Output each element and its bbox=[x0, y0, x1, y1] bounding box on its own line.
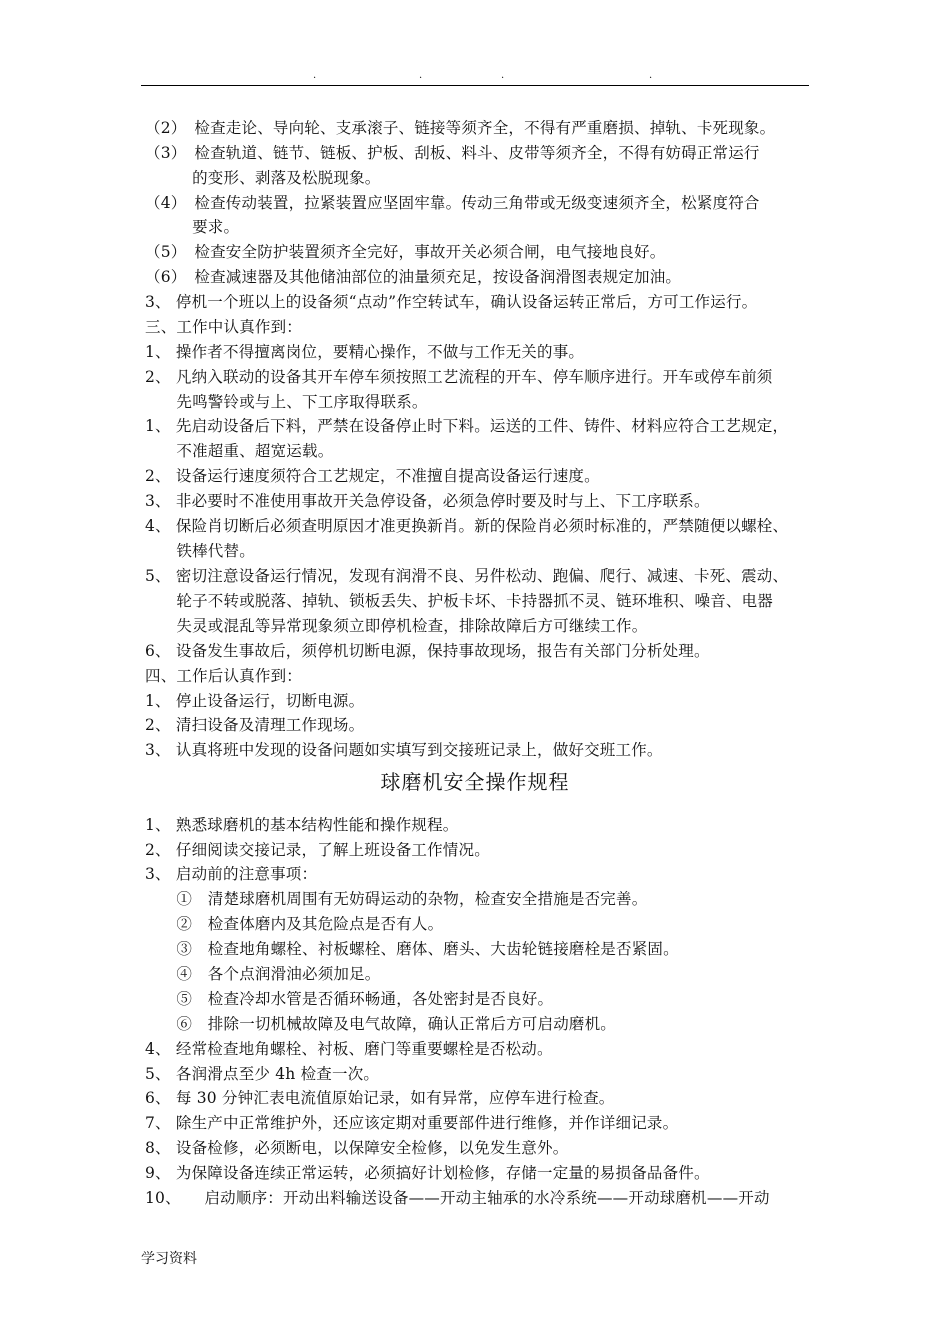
text-line: 9、 为保障设备连续正常运转，必须搞好计划检修，存储一定量的易损备品备件。 bbox=[145, 1164, 710, 1182]
text-line: 失灵或混乱等异常现象须立即停机检查，排除故障后方可继续工作。 bbox=[145, 617, 648, 635]
text-line: ⑤ 检查冷却水管是否循环畅通，各处密封是否良好。 bbox=[145, 990, 554, 1008]
text-line: 5、 各润滑点至少 4h 检查一次。 bbox=[145, 1065, 380, 1083]
text-line: 要求。 bbox=[145, 218, 240, 236]
header-dot: . bbox=[501, 70, 505, 81]
text-line: （4） 检查传动装置，拉紧装置应坚固牢靠。传动三角带或无级变速须齐全，松紧度符合 bbox=[145, 194, 760, 212]
text-line: 5、 密切注意设备运行情况，发现有润滑不良、另件松动、跑偏、爬行、减速、卡死、震动、 bbox=[145, 567, 789, 585]
text-line: 3、 非必要时不准使用事故开关急停设备，必须急停时要及时与上、下工序联系。 bbox=[145, 492, 710, 510]
text-line: ⑥ 排除一切机械故障及电气故障，确认正常后方可启动磨机。 bbox=[145, 1015, 617, 1033]
header-dot: . bbox=[313, 70, 317, 81]
text-line: 2、 仔细阅读交接记录，了解上班设备工作情况。 bbox=[145, 841, 490, 859]
text-line: ① 清楚球磨机周围有无妨碍运动的杂物，检查安全措施是否完善。 bbox=[145, 890, 648, 908]
text-line: 1、 先启动设备后下料，严禁在设备停止时下料。运送的工件、铸件、材料应符合工艺规定， bbox=[145, 417, 789, 435]
text-line: 1、 熟悉球磨机的基本结构性能和操作规程。 bbox=[145, 816, 459, 834]
document-title: 球磨机安全操作规程 bbox=[380, 770, 570, 794]
text-line: 铁棒代替。 bbox=[145, 542, 255, 560]
text-line: 2、 设备运行速度须符合工艺规定，不准擅自提高设备运行速度。 bbox=[145, 467, 600, 485]
text-line: 4、 保险肖切断后必须查明原因才准更换新肖。新的保险肖必须时标准的，严禁随便以螺栓、 bbox=[145, 517, 789, 535]
text-line: 先鸣警铃或与上、下工序取得联系。 bbox=[145, 393, 428, 411]
text-line: 2、 凡纳入联动的设备其开车停车须按照工艺流程的开车、停车顺序进行。开车或停车前须 bbox=[145, 368, 773, 386]
section-heading: 四、工作后认真作到： bbox=[145, 667, 303, 685]
page-footer: 学习资料 bbox=[141, 1251, 197, 1267]
text-line: 2、 清扫设备及清理工作现场。 bbox=[145, 716, 365, 734]
text-line: ④ 各个点润滑油必须加足。 bbox=[145, 965, 381, 983]
text-line: 4、 经常检查地角螺栓、衬板、磨门等重要螺栓是否松动。 bbox=[145, 1040, 553, 1058]
text-line: 不准超重、超宽运载。 bbox=[145, 442, 334, 460]
text-line: 7、 除生产中正常维护外，还应该定期对重要部件进行维修，并作详细记录。 bbox=[145, 1114, 679, 1132]
text-line: 3、 停机一个班以上的设备须“点动”作空转试车，确认设备运转正常后，方可工作运行。 bbox=[145, 293, 758, 311]
text-line: 1、 操作者不得擅离岗位，要精心操作，不做与工作无关的事。 bbox=[145, 343, 585, 361]
text-line: （5） 检查安全防护装置须齐全完好，事故开关必须合闸，电气接地良好。 bbox=[145, 243, 666, 261]
text-line: 的变形、剥落及松脱现象。 bbox=[145, 169, 381, 187]
text-line: ② 检查体磨内及其危险点是否有人。 bbox=[145, 915, 444, 933]
text-line: 3、 认真将班中发现的设备问题如实填写到交接班记录上，做好交班工作。 bbox=[145, 741, 663, 759]
text-line: （2） 检查走论、导向轮、支承滚子、链接等须齐全，不得有严重磨损、掉轨、卡死现象。 bbox=[145, 119, 776, 137]
text-line: （3） 检查轨道、链节、链板、护板、刮板、料斗、皮带等须齐全，不得有妨碍正常运行 bbox=[145, 144, 760, 162]
text-line: 1、 停止设备运行，切断电源。 bbox=[145, 692, 365, 710]
text-line: 6、 设备发生事故后，须停机切断电源，保持事故现场，报告有关部门分析处理。 bbox=[145, 642, 710, 660]
text-line: 10、 启动顺序：开动出料输送设备——开动主轴承的水冷系统——开动球磨机——开动 bbox=[145, 1189, 770, 1207]
text-line: 3、 启动前的注意事项： bbox=[145, 865, 318, 883]
header-rule bbox=[141, 85, 809, 86]
text-line: （6） 检查减速器及其他储油部位的油量须充足，按设备润滑图表规定加油。 bbox=[145, 268, 682, 286]
section-heading: 三、工作中认真作到： bbox=[145, 318, 303, 336]
text-line: 轮子不转或脱落、掉轨、锁板丢失、护板卡坏、卡持器抓不灵、链环堆积、噪音、电器 bbox=[145, 592, 774, 610]
header-dot: . bbox=[419, 70, 423, 81]
text-line: ③ 检查地角螺栓、衬板螺栓、磨体、磨头、大齿轮链接磨栓是否紧固。 bbox=[145, 940, 679, 958]
text-line: 8、 设备检修，必须断电，以保障安全检修，以免发生意外。 bbox=[145, 1139, 569, 1157]
text-line: 6、 每 30 分钟汇表电流值原始记录，如有异常，应停车进行检查。 bbox=[145, 1089, 615, 1107]
header-dots bbox=[141, 70, 809, 84]
header-dot: . bbox=[649, 70, 653, 81]
